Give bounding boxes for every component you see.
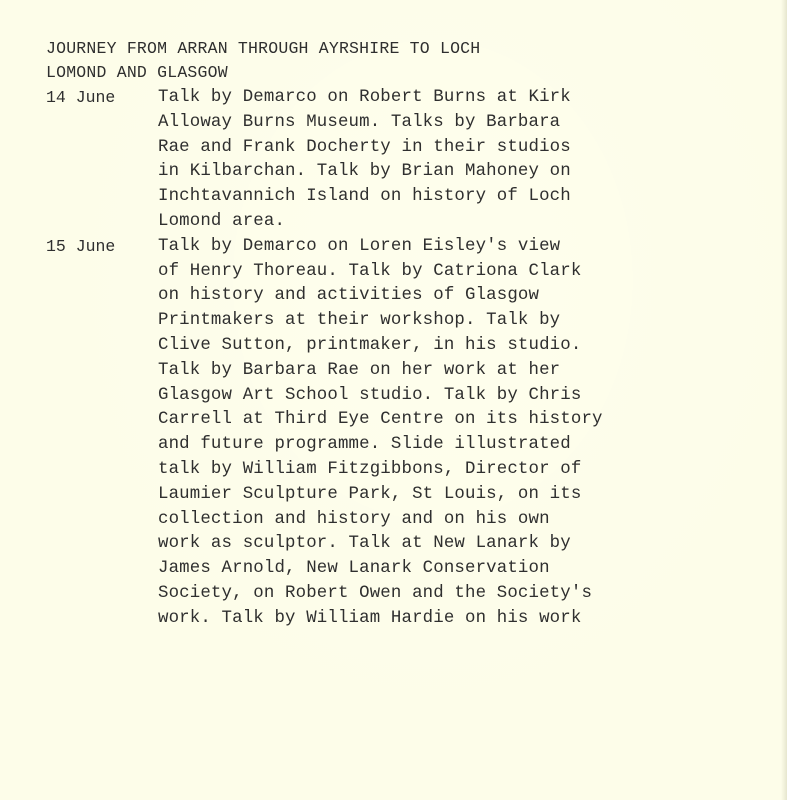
entry-description [158, 86, 781, 235]
entry-text-line: Lomond area. [158, 211, 286, 231]
itinerary-entry [46, 235, 781, 632]
entry-text-line: James Arnold, New Lanark Conservation [158, 559, 550, 579]
document-content [46, 37, 781, 632]
entry-text-line: work. Talk by William Hardie on his work [158, 608, 582, 628]
entry-text-line: of Henry Thoreau. Talk by Catriona Clark [158, 261, 582, 281]
entry-text-line: Inchtavannich Island on history of Loch [158, 187, 571, 207]
entry-text-line: on history and activities of Glasgow [158, 286, 540, 306]
title-line: JOURNEY FROM ARRAN THROUGH AYRSHIRE TO LOCH [46, 39, 481, 58]
entry-text-line: Talk by Barbara Rae on her work at her [158, 360, 561, 380]
entry-description [158, 235, 781, 632]
entry-date: 15 June [46, 236, 116, 256]
itinerary-entry [46, 86, 781, 235]
entry-text-line: in Kilbarchan. Talk by Brian Mahoney on [158, 162, 571, 182]
entry-text-line: Printmakers at their workshop. Talk by [158, 311, 561, 331]
entry-text-line: work as sculptor. Talk at New Lanark by [158, 534, 571, 554]
section-title [46, 37, 781, 85]
entry-text-line: Alloway Burns Museum. Talks by Barbara [158, 112, 561, 132]
entry-text-line: Talk by Demarco on Loren Eisley's view [158, 236, 561, 256]
entry-text-line: Rae and Frank Docherty in their studios [158, 137, 571, 157]
entry-text-line: and future programme. Slide illustrated [158, 435, 571, 455]
entry-text-line: collection and history and on his own [158, 509, 550, 529]
entry-text-line: Talk by Demarco on Robert Burns at Kirk [158, 88, 571, 107]
entry-text-line: Glasgow Art School studio. Talk by Chris [158, 385, 582, 405]
entry-text-line: talk by William Fitzgibbons, Director of [158, 459, 582, 479]
entry-text-line: Society, on Robert Owen and the Society's [158, 583, 593, 603]
entry-text-line: Laumier Sculpture Park, St Louis, on its [158, 484, 582, 504]
entry-text-line: Clive Sutton, printmaker, in his studio. [158, 335, 582, 355]
title-line: LOMOND AND GLASGOW [46, 63, 228, 82]
entry-date: 14 June [46, 88, 116, 107]
page-edge-shadow [781, 0, 787, 800]
entry-text-line: Carrell at Third Eye Centre on its history [158, 410, 603, 430]
